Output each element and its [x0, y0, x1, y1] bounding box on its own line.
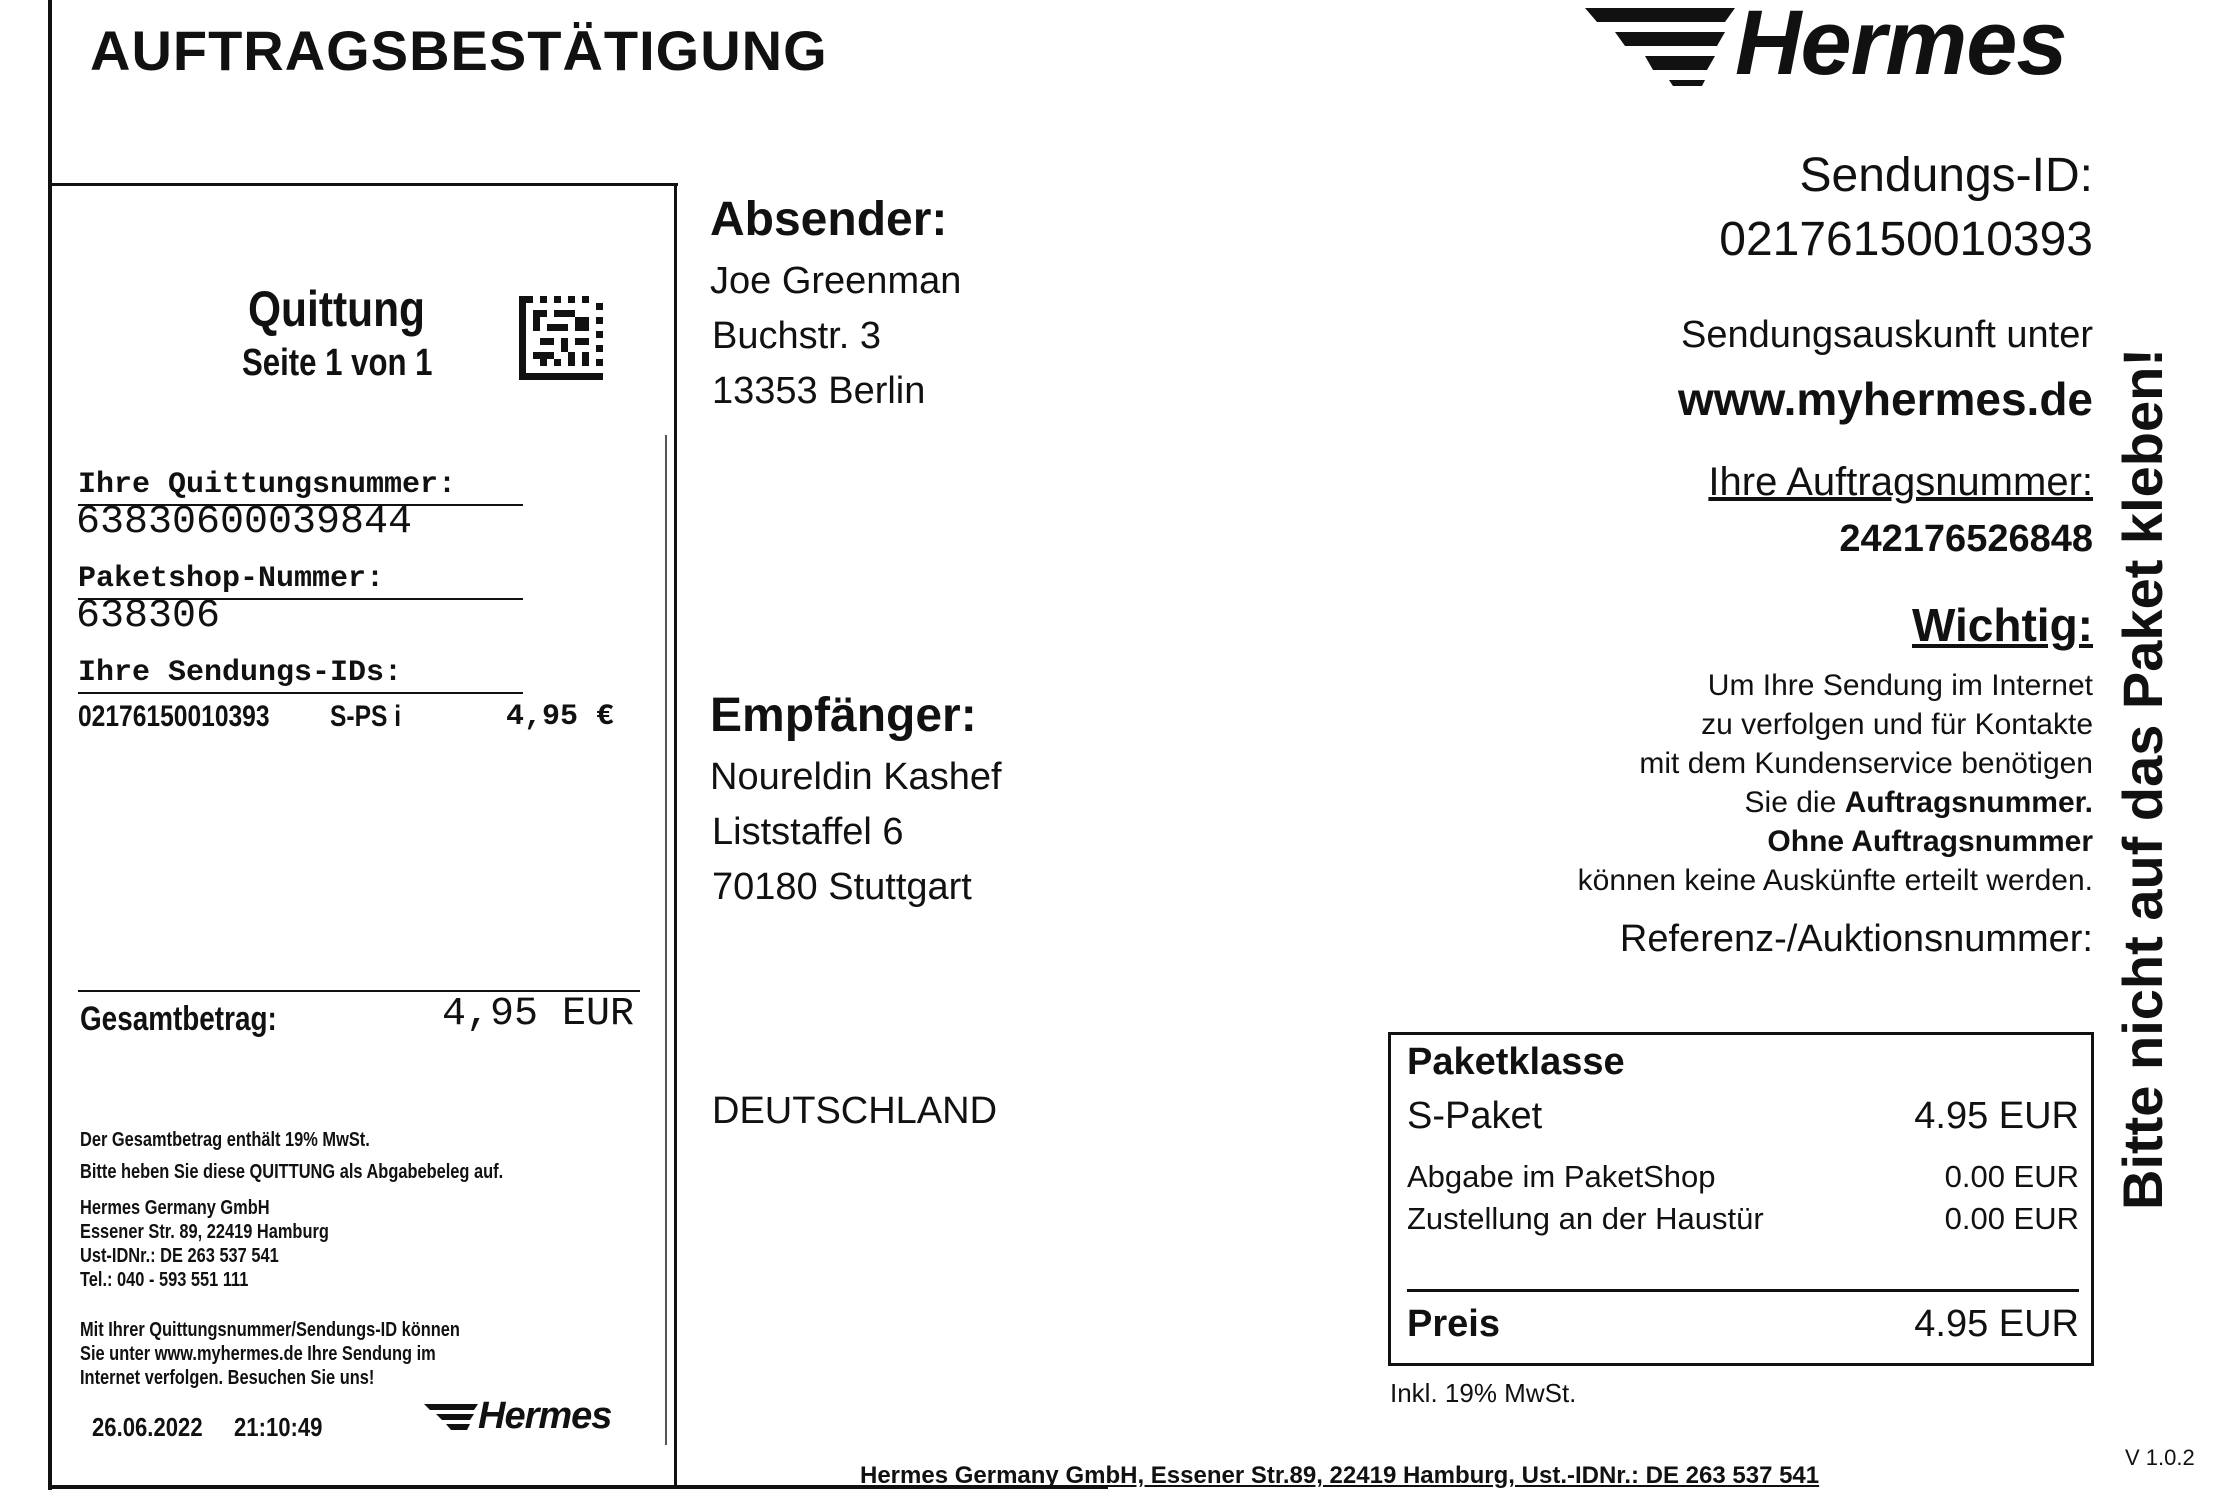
price-row	[1407, 1201, 2079, 1237]
order-number: 242176526848	[1839, 518, 2093, 560]
recipient-label: Empfänger:	[710, 689, 977, 742]
notice-line: können keine Auskünfte erteilt werden.	[1577, 864, 2093, 897]
receipt-time: 21:10:49	[234, 1412, 323, 1442]
important-notice	[1578, 666, 2093, 900]
price-row	[1407, 1159, 2079, 1195]
recipient-country: DEUTSCHLAND	[712, 1090, 998, 1132]
receipt-company-line: Tel.: 040 - 593 551 111	[80, 1269, 249, 1291]
price-rule	[1407, 1289, 2079, 1292]
receipt-total-label: Gesamtbetrag:	[80, 1000, 277, 1038]
order-number-label: Ihre Auftragsnummer:	[1708, 460, 2093, 504]
price-row	[1407, 1095, 2079, 1138]
notice-line: zu verfolgen und für Kontakte	[1701, 708, 2093, 741]
price-vat-note: Inkl. 19% MwSt.	[1390, 1378, 1577, 1408]
shipment-id-label: Sendungs-ID:	[1799, 149, 2093, 202]
receipt-hermes-logo	[424, 1395, 612, 1437]
footer-company: Hermes Germany GmbH, Essener Str.89, 22419 Hamburg, Ust.-IDNr.: DE 263 537 541	[860, 1462, 1820, 1489]
notice-line: Um Ihre Sendung im Internet	[1707, 669, 2093, 702]
receipt-item-price: 4,95 €	[506, 700, 615, 734]
receipt-tracking-line: Sie unter www.myhermes.de Ihre Sendung im	[80, 1343, 436, 1365]
price-row-label: Abgabe im PaketShop	[1407, 1159, 1716, 1194]
receipt-tracking-line: Internet verfolgen. Besuchen Sie uns!	[80, 1367, 375, 1389]
price-row-label: Zustellung an der Haustür	[1407, 1201, 1764, 1236]
receipt-number: 63830600039844	[76, 500, 413, 545]
receipt-number-label: Ihre Quittungsnummer:	[78, 468, 523, 506]
shop-number-label: Paketshop-Nummer:	[78, 562, 523, 600]
receipt-item-id: 02176150010393	[78, 700, 270, 733]
receipt-page: Seite 1 von 1	[242, 342, 433, 384]
recipient-street: Liststaffel 6	[712, 811, 904, 853]
price-total-value: 4.95 EUR	[1914, 1303, 2079, 1345]
hermes-logo	[1585, 0, 2067, 94]
tracking-url: www.myhermes.de	[1677, 373, 2093, 425]
price-row-value: 0.00 EUR	[1944, 1201, 2079, 1236]
price-total-label: Preis	[1407, 1303, 1500, 1345]
hermes-stripes-icon	[1585, 0, 1735, 86]
receipt-title: Quittung	[248, 281, 426, 337]
recipient-name: Noureldin Kashef	[710, 756, 1002, 798]
notice-line: Sie die Auftragsnummer.	[1744, 786, 2093, 819]
receipt-item-product: S-PS i	[330, 700, 402, 733]
document-title: AUFTRAGSBESTÄTIGUNG	[90, 19, 828, 82]
important-heading: Wichtig:	[1912, 599, 2093, 651]
datamatrix-code-icon	[518, 296, 604, 380]
receipt-company-line: Ust-IDNr.: DE 263 537 541	[80, 1245, 279, 1267]
sender-city: 13353 Berlin	[712, 370, 926, 412]
receipt-date: 26.06.2022	[92, 1412, 203, 1442]
notice-line: Ohne Auftragsnummer	[1767, 825, 2093, 858]
sender-name: Joe Greenman	[710, 260, 962, 302]
shipment-id: 02176150010393	[1719, 213, 2093, 266]
shipment-ids-label: Ihre Sendungs-IDs:	[78, 656, 523, 694]
receipt-keep-note: Bitte heben Sie diese QUITTUNG als Abgabebeleg auf.	[80, 1161, 504, 1183]
receipt-hermes-logo-text: Hermes	[478, 1395, 612, 1437]
version-label: V 1.0.2	[2125, 1445, 2195, 1470]
sender-street: Buchstr. 3	[712, 315, 881, 357]
price-total-row	[1407, 1303, 2079, 1346]
price-row-value: 4.95 EUR	[1914, 1095, 2079, 1137]
reference-label: Referenz-/Auktionsnummer:	[1619, 918, 2093, 960]
receipt-inner-line	[665, 435, 667, 1445]
shop-number: 638306	[76, 594, 221, 639]
receipt-right-border	[674, 183, 677, 1488]
receipt-total-value: 4,95 EUR	[442, 992, 635, 1037]
price-row-label: S-Paket	[1407, 1095, 1543, 1137]
receipt-vat-note: Der Gesamtbetrag enthält 19% MwSt.	[80, 1129, 370, 1151]
hermes-logo-text: Hermes	[1735, 0, 2067, 94]
parcel-class-label: Paketklasse	[1407, 1041, 1625, 1083]
hermes-stripes-icon	[424, 1398, 478, 1434]
receipt-company-line: Hermes Germany GmbH	[80, 1197, 270, 1219]
price-row-value: 0.00 EUR	[1944, 1159, 2079, 1194]
side-warning-text: Bitte nicht auf das Paket kleben!	[2111, 348, 2174, 1210]
receipt-company-line: Essener Str. 89, 22419 Hamburg	[80, 1221, 329, 1243]
tracking-label: Sendungsauskunft unter	[1681, 314, 2093, 356]
receipt-top-border	[48, 183, 678, 186]
receipt-tracking-line: Mit Ihrer Quittungsnummer/Sendungs-ID können	[80, 1319, 460, 1341]
notice-line: mit dem Kundenservice benötigen	[1639, 747, 2093, 780]
price-box	[1388, 1032, 2094, 1366]
sender-label: Absender:	[710, 193, 948, 246]
recipient-city: 70180 Stuttgart	[712, 866, 972, 908]
frame-left-border	[48, 0, 52, 1490]
